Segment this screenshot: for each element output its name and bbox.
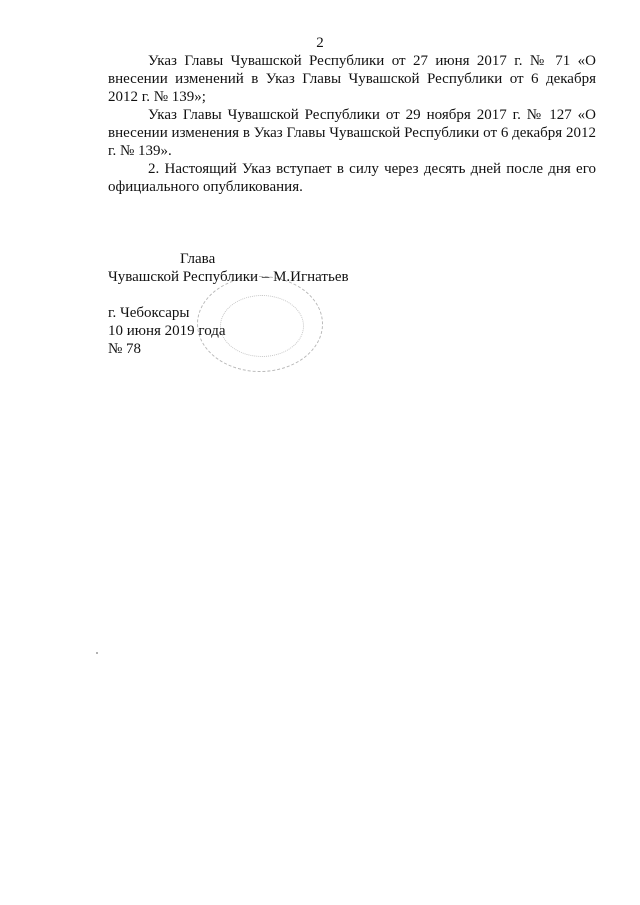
signature-position: Чувашской Республики: [108, 269, 259, 285]
paragraph-amendment-71: Указ Главы Чувашской Республики от 27 июня 2017 г. № 71 «О внесении изменений в Указ Главы Чувашской Республики от 6 декабря 2012 г. № 139»;: [108, 53, 596, 105]
place-city: г. Чебоксары: [108, 305, 190, 321]
decree-date: 10 июня 2019 года: [108, 323, 226, 339]
paragraph-effective-date: 2. Настоящий Указ вступает в силу через десять дней после дня его официального опубликования.: [108, 161, 596, 195]
paragraph-amendment-127: Указ Главы Чувашской Республики от 29 ноября 2017 г. № 127 «О внесении изменения в Указ Главы Чувашской Республики от 6 декабря 2012 г. № 139».: [108, 107, 596, 159]
signature-separator: –: [261, 269, 270, 285]
decree-number: № 78: [108, 341, 142, 357]
signature-title: Глава: [180, 251, 216, 267]
page-number: 2: [316, 35, 324, 51]
scan-speck: [96, 652, 98, 654]
place-date-block: [108, 304, 308, 358]
signature-block: [108, 250, 408, 286]
signature-row: [108, 268, 408, 286]
signatory-name: М.Игнатьев: [273, 269, 349, 285]
document-body: [108, 52, 596, 196]
